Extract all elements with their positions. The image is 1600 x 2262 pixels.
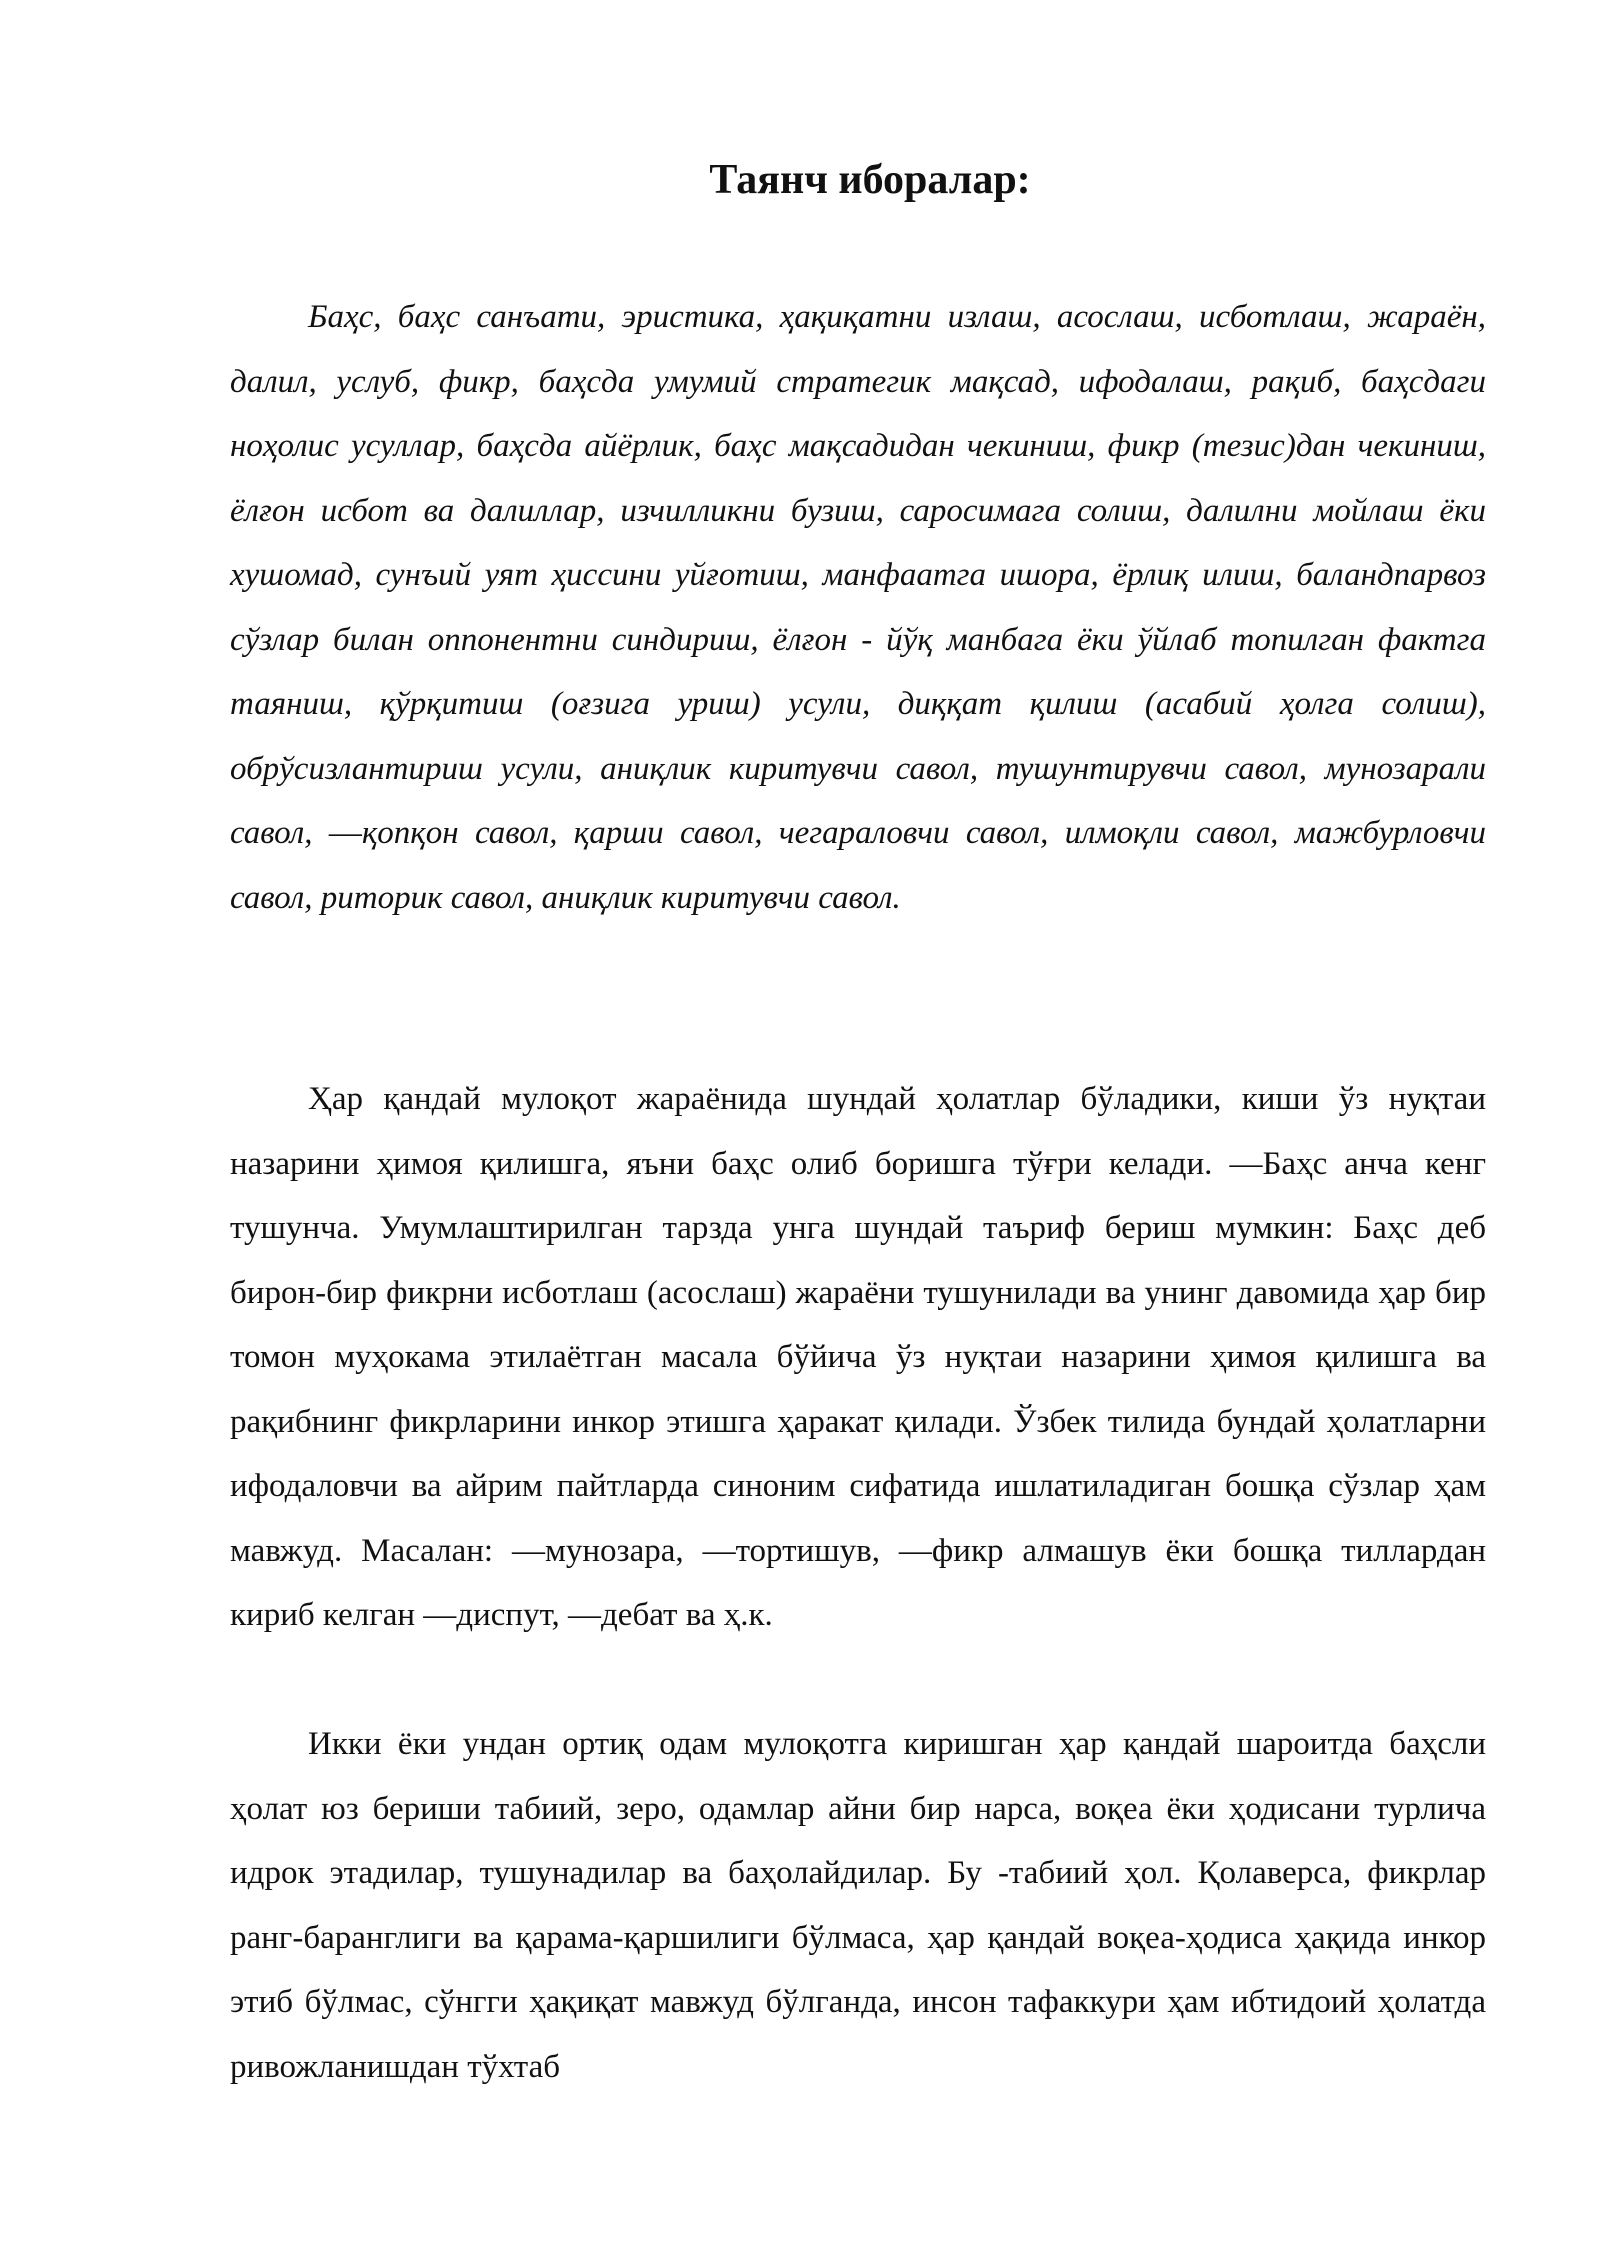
body-paragraph-2: Икки ёки ундан ортиқ одам мулоқотга киришган ҳар қандай шароитда баҳсли ҳолат юз бериши табиий, зеро, одамлар айни бир нарса, воқеа ёки ҳодисани турлича идрок этадилар, тушунадилар ва баҳолайдилар. Бу -табиий ҳол. Қолаверса, фикрлар ранг-баранглиги ва қарама-қаршилиги бўлмаса, ҳар қандай воқеа-ҳодиса ҳақида инкор этиб бўлмас, сўнгги ҳақиқат мавжуд бўлганда, инсон тафаккури ҳам ибтидоий ҳолатда ривожланишдан тўхтаб [230, 1726, 1486, 2085]
body-paragraph-1: Ҳар қандай мулоқот жараёнида шундай ҳолатлар бўладики, киши ўз нуқтаи назарини ҳимоя қилишга, яъни баҳс олиб боришга тўғри келади. ―Баҳс анча кенг тушунча. Умумлаштирилган тарзда унга шундай таъриф бериш мумкин: Баҳс деб бирон-бир фикрни исботлаш (асослаш) жараёни тушунилади ва унинг давомида ҳар бир томон муҳокама этилаётган масала бўйича ўз нуқтаи назарини ҳимоя қилишга ва рақибнинг фикрларини инкор этишга ҳаракат қилади. Ўзбек тилида бундай ҳолатларни ифодаловчи ва айрим пайтларда синоним сифатида ишлатиладиган бошқа сўзлар ҳам мавжуд. Масалан: ―мунозара, ―тортишув, ―фикр алмашув ёки бошқа тиллардан кириб келган ―диспут, ―дебат ва ҳ.к. [230, 1081, 1486, 1633]
keywords-paragraph: Баҳс, баҳс санъати, эристика, ҳақиқатни излаш, асослаш, исботлаш, жараён, далил, услуб, фикр, баҳсда умумий стратегик мақсад, ифодалаш, рақиб, баҳсдаги ноҳолис усуллар, баҳсда айёрлик, баҳс мақсадидан чекиниш, фикр (тезис)дан чекиниш, ёлғон исбот ва далиллар, изчилликни бузиш, саросимага солиш, далилни мойлаш ёки хушомад, сунъий уят ҳиссини уйғотиш, манфаатга ишора, ёрлиқ илиш, баландпарвоз сўзлар билан оппонентни синдириш, ёлғон - йўқ манбага ёки ўйлаб топилган фактга таяниш, қўрқитиш (оғзига уриш) усули, диққат қилиш (асабий ҳолга солиш), обрўсизлантириш усули, аниқлик киритувчи савол, тушунтирувчи савол, мунозарали савол, ―қопқон савол, қарши савол, чегараловчи савол, илмоқли савол, мажбурловчи савол, риторик савол, аниқлик киритувчи савол. [230, 299, 1486, 916]
page-title: Таянч иборалар: [709, 157, 1031, 203]
